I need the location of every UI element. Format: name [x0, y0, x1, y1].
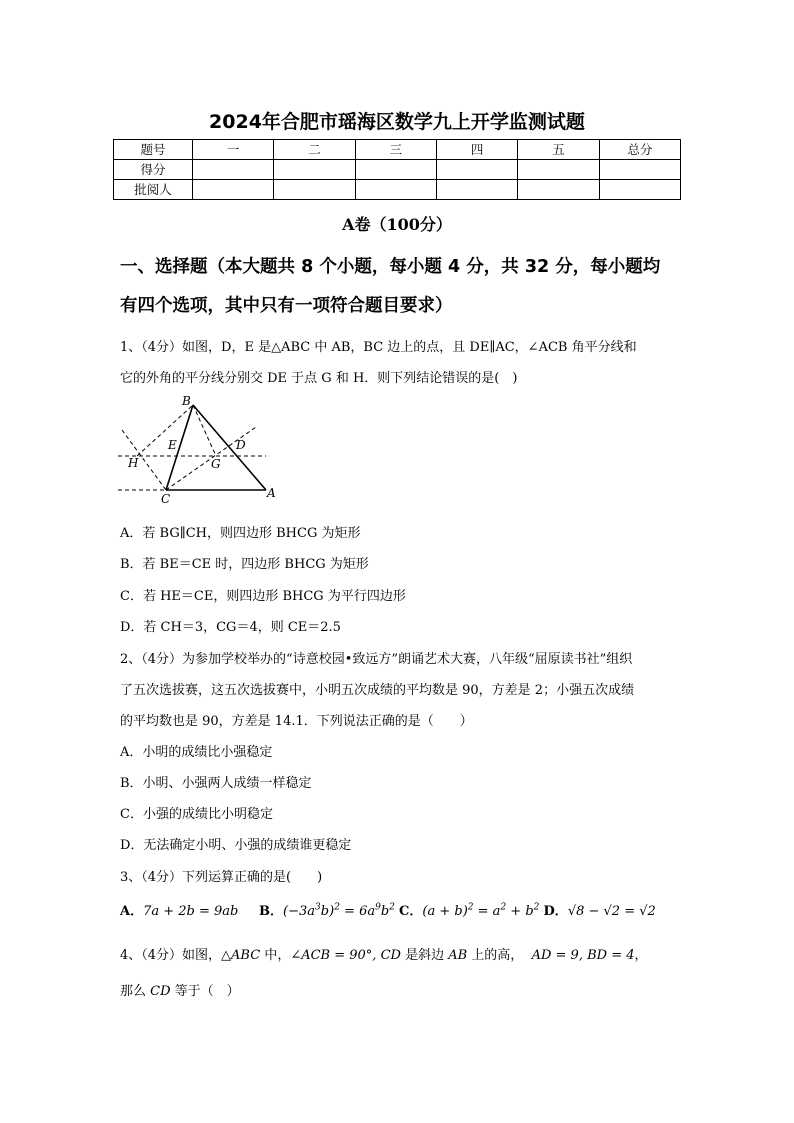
q3-option-b-part: (−3a: [283, 904, 316, 919]
score-table: [113, 139, 681, 200]
label-d: D: [236, 438, 246, 452]
q3-options-row: [120, 900, 656, 919]
label-b: B: [182, 394, 191, 408]
table-cell: 总分: [599, 140, 680, 160]
table-row: [114, 160, 681, 180]
q3-option-c-exp: 2: [467, 902, 474, 913]
q4-math: ∠ACB = 90°, CD: [290, 948, 401, 963]
triangle-figure: [118, 392, 288, 507]
score-table-header-row: [114, 140, 681, 160]
q4-text: 4、（4分）如图，: [120, 948, 222, 963]
table-cell: [436, 180, 517, 200]
q3-option-b-part: b: [380, 904, 390, 919]
table-cell: [355, 180, 436, 200]
label-h: H: [128, 456, 139, 470]
table-cell: [518, 160, 599, 180]
q3-option-d-label: D．: [543, 904, 568, 919]
q3-stem: 3、（4分）下列运算正确的是( ): [120, 870, 323, 885]
table-cell: 五: [518, 140, 599, 160]
table-cell: 题号: [114, 140, 193, 160]
table-cell: [274, 160, 355, 180]
q3-option-b: [283, 904, 395, 919]
q1-option-a: A．若 BG∥CH，则四边形 BHCG 为矩形: [120, 526, 361, 541]
q4-stem-line1: [120, 944, 648, 963]
table-cell: [436, 160, 517, 180]
q3-option-c-part: + b: [506, 904, 534, 919]
q1-stem-line2: 它的外角的平分线分别交 DE 于点 G 和 H．则下列结论错误的是( ): [120, 371, 518, 386]
q1-option-c: C．若 HE＝CE，则四边形 BHCG 为平行四边形: [120, 589, 406, 604]
q3-option-b-exp: 9: [375, 902, 381, 913]
q3-option-b-exp: 2: [389, 902, 395, 913]
section-heading-line1: 一、选择题（本大题共 8 个小题，每小题 4 分，共 32 分，每小题均: [120, 257, 661, 277]
q4-math: AB: [448, 948, 468, 963]
q2-option-b: B．小明、小强两人成绩一样稳定: [120, 776, 312, 791]
q4-math: AD = 9, BD = 4: [531, 948, 635, 963]
table-cell: 得分: [114, 160, 193, 180]
q2-option-c: C．小强的成绩比小明稳定: [120, 807, 273, 822]
q3-option-c-exp: 2: [500, 902, 507, 913]
q4-text: ，: [634, 948, 648, 963]
q3-option-c: [422, 904, 539, 919]
q2-option-d: D．无法确定小明、小强的成绩谁更稳定: [120, 838, 352, 853]
q4-math: CD: [150, 984, 171, 999]
q4-text: 那么: [120, 984, 151, 999]
section-heading-line2: 有四个选项，其中只有一项符合题目要求）: [120, 296, 453, 316]
q1-option-b: B．若 BE＝CE 时，四边形 BHCG 为矩形: [120, 557, 369, 572]
q2-stem-line1: 2、（4分）为参加学校举办的“诗意校园•致远方”朗诵艺术大赛，八年级“屈原读书社”组织: [120, 652, 633, 667]
table-row: [114, 180, 681, 200]
q4-text: 中，: [260, 948, 291, 963]
q3-option-b-label: B．: [259, 904, 284, 919]
q1-option-d: D．若 CH＝3，CG＝4，则 CE＝2.5: [120, 620, 341, 635]
label-g: G: [211, 457, 221, 471]
page-title: 2024年合肥市瑶海区数学九上开学监测试题: [209, 111, 585, 133]
q3-option-a-label: A．: [120, 904, 144, 919]
triangle-side-ba: [193, 405, 266, 490]
q2-stem-line3: 的平均数也是 90，方差是 14.1．下列说法正确的是（ ）: [120, 714, 473, 729]
q3-option-b-exp: 3: [315, 902, 321, 913]
label-e: E: [168, 438, 177, 452]
table-cell: 一: [193, 140, 274, 160]
q4-stem-line2: [120, 980, 240, 999]
label-a: A: [267, 486, 276, 500]
q4-text: 是斜边: [400, 948, 449, 963]
table-cell: 三: [355, 140, 436, 160]
table-cell: 二: [274, 140, 355, 160]
dashed-line-bg: [193, 405, 216, 456]
table-cell: [599, 160, 680, 180]
q3-option-d: √8 − √2 = √2: [567, 904, 656, 919]
q3-option-b-exp: 2: [334, 902, 340, 913]
q3-option-a: 7a + 2b = 9ab: [143, 904, 239, 919]
table-cell: [274, 180, 355, 200]
q3-option-c-part: = a: [473, 904, 501, 919]
q4-math: △ABC: [221, 948, 261, 963]
table-cell: [193, 180, 274, 200]
q1-stem-line1: 1、（4分）如图，D，E 是△ABC 中 AB，BC 边上的点，且 DE∥AC，∠ACB 角平分线和: [120, 340, 637, 355]
q3-option-c-part: (a + b): [422, 904, 468, 919]
table-cell: [193, 160, 274, 180]
q3-option-b-part: = 6a: [339, 904, 376, 919]
table-cell: 批阅人: [114, 180, 193, 200]
label-c: C: [161, 492, 171, 506]
q4-text: 上的高，: [467, 948, 524, 963]
q3-option-c-exp: 2: [533, 902, 540, 913]
q2-stem-line2: 了五次选拔赛，这五次选拔赛中，小明五次成绩的平均数是 90，方差是 2；小强五次成绩: [120, 683, 635, 698]
q3-option-c-label: C．: [399, 904, 423, 919]
table-cell: 四: [436, 140, 517, 160]
volume-heading: A卷（100分）: [342, 215, 452, 234]
q2-option-a: A．小明的成绩比小强稳定: [120, 745, 273, 760]
table-cell: [599, 180, 680, 200]
table-cell: [355, 160, 436, 180]
table-cell: [518, 180, 599, 200]
q4-text: 等于（ ）: [170, 984, 240, 999]
q3-option-b-part: b): [320, 904, 335, 919]
